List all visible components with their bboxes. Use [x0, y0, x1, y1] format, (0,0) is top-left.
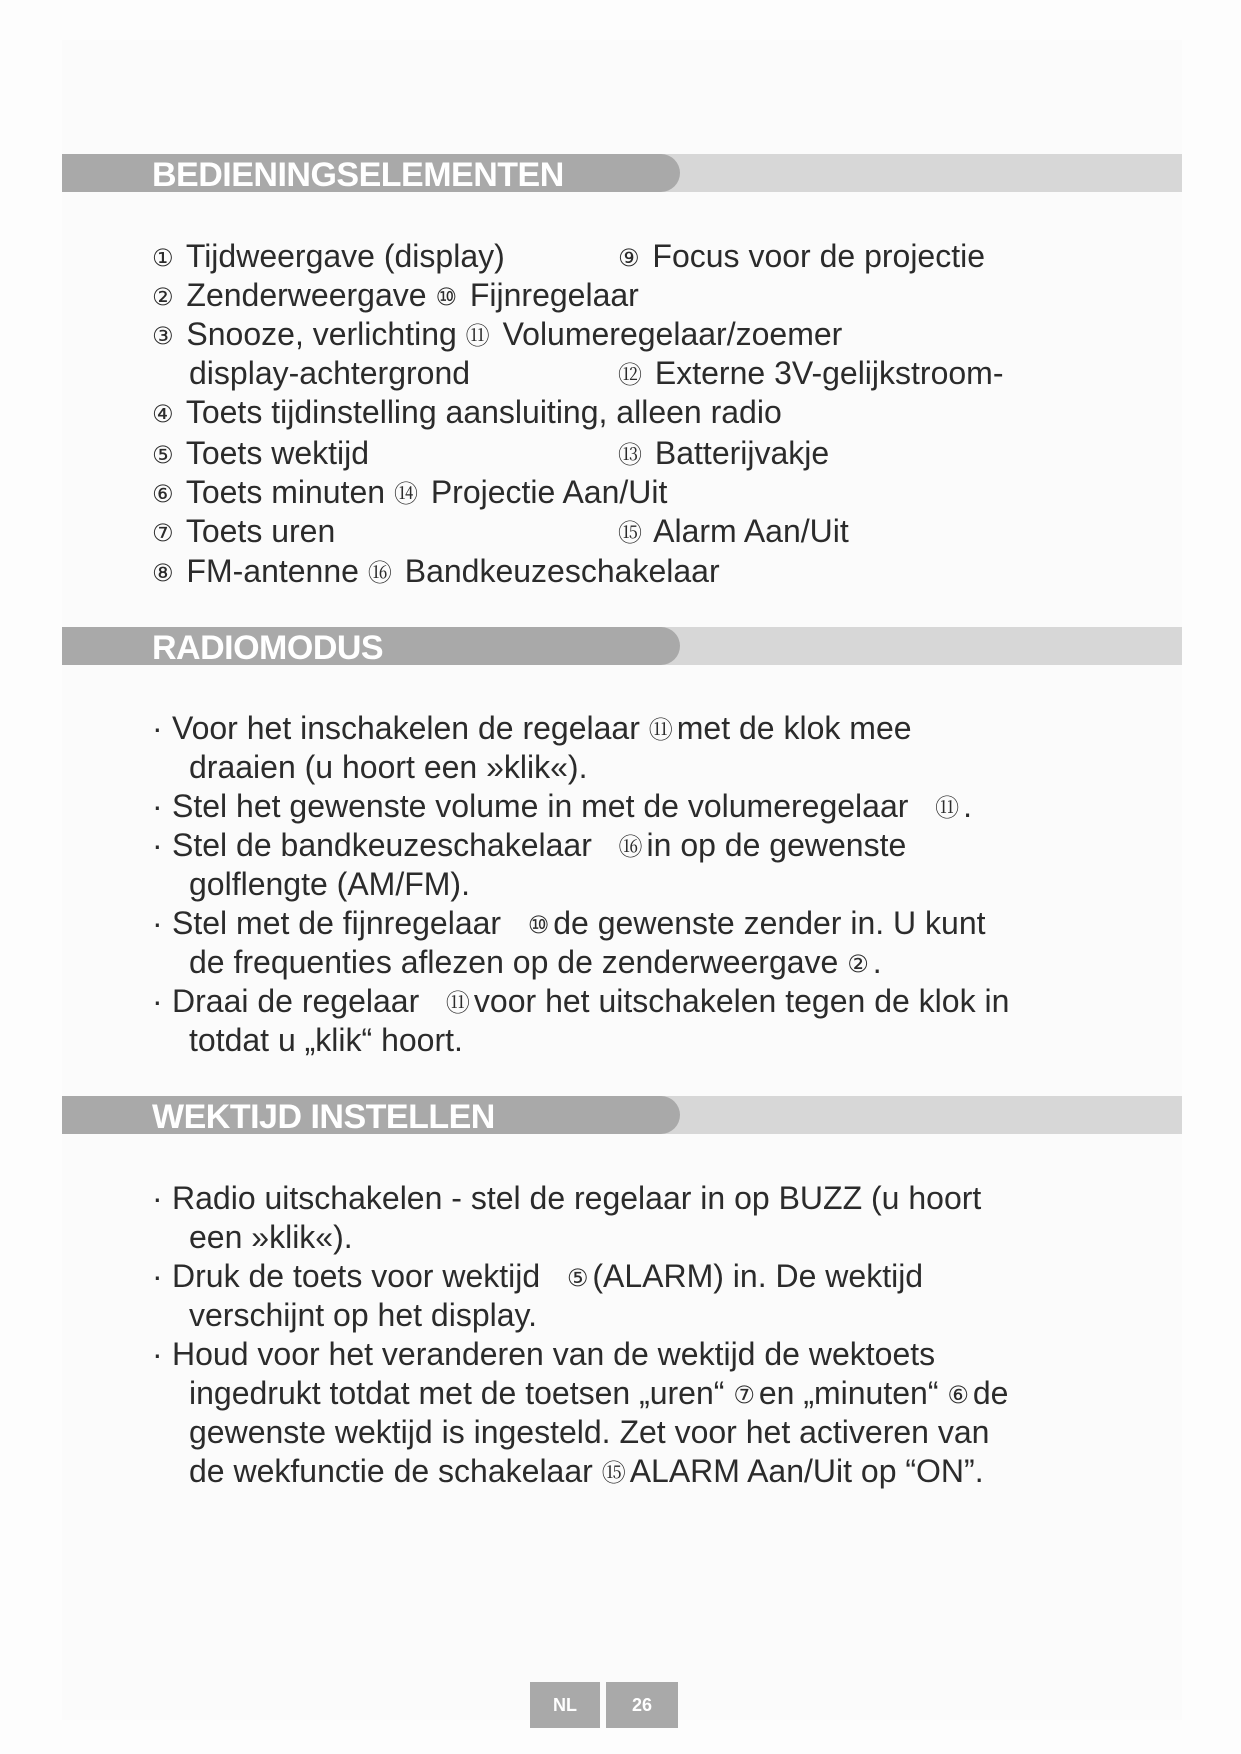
section-title-controls: BEDIENINGSELEMENTEN [152, 156, 564, 194]
control-item-5: ⑤ Toets wektijd [152, 435, 370, 471]
control-item-2: ② Zenderweergave ⑩ Fijnregelaar [152, 277, 639, 313]
control-item-3: ③ Snooze, verlichting ⑪ Volumeregelaar/zoemer [152, 316, 843, 352]
radio-step-3: · Stel de bandkeuzeschakelaar ⑯ in op de gewenste [152, 827, 907, 863]
section-title-alarm: WEKTIJD INSTELLEN [152, 1098, 495, 1136]
section-header-radio [62, 627, 1182, 665]
control-item-8: ⑧ FM-antenne ⑯ Bandkeuzeschakelaar [152, 553, 720, 589]
alarm-step-2: · Druk de toets voor wektijd ⑤ (ALARM) in. De wektijd [152, 1258, 924, 1294]
control-item-7: ⑦ Toets uren [152, 513, 336, 549]
section-title-radio: RADIOMODUS [152, 629, 384, 667]
radio-step-1: · Voor het inschakelen de regelaar ⑪ met de klok mee [152, 710, 912, 746]
control-item-9: ⑨ Focus voor de projectie [618, 238, 986, 274]
footer-language: NL [530, 1682, 600, 1728]
alarm-step-3-line-4: de wekfunctie de schakelaar ⑮ ALARM Aan/Uit op “ON”. [189, 1453, 984, 1489]
radio-step-1-continued: draaien (u hoort een »klik«). [189, 749, 588, 785]
radio-step-5-continued: totdat u „klik“ hoort. [189, 1022, 463, 1058]
section-header-alarm [62, 1096, 1182, 1134]
alarm-step-3-line-3: gewenste wektijd is ingesteld. Zet voor het activeren van [189, 1414, 990, 1450]
alarm-step-2-continued: verschijnt op het display. [189, 1297, 538, 1333]
control-item-15: ⑮ Alarm Aan/Uit [618, 513, 849, 549]
radio-step-4-continued: de frequenties aflezen op de zenderweergave ② . [189, 944, 882, 980]
control-item-4: ④ Toets tijdinstelling aansluiting, alleen radio [152, 394, 782, 430]
radio-step-2: · Stel het gewenste volume in met de volumeregelaar ⑪ . [152, 788, 972, 824]
alarm-step-3-line-2: ingedrukt totdat met de toetsen „uren“ ⑦ en „minuten“ ⑥ de [189, 1375, 1009, 1411]
alarm-step-1: · Radio uitschakelen - stel de regelaar in op BUZZ (u hoort [152, 1180, 982, 1216]
footer-page-number: 26 [606, 1682, 678, 1728]
control-item-6: ⑥ Toets minuten ⑭ Projectie Aan/Uit [152, 474, 668, 510]
control-item-1: ① Tijdweergave (display) [152, 238, 505, 274]
control-item-13: ⑬ Batterijvakje [618, 435, 830, 471]
section-header-controls [62, 154, 1182, 192]
control-item-12: ⑫ Externe 3V-gelijkstroom- [618, 355, 1004, 391]
radio-step-4: · Stel met de fijnregelaar ⑩ de gewenste zender in. U kunt [152, 905, 986, 941]
radio-step-3-continued: golflengte (AM/FM). [189, 866, 470, 902]
alarm-step-3: · Houd voor het veranderen van de wektijd de wektoets [152, 1336, 936, 1372]
control-item-3-continued: display-achtergrond [189, 355, 471, 391]
radio-step-5: · Draai de regelaar ⑪ voor het uitschakelen tegen de klok in [152, 983, 1010, 1019]
alarm-step-1-continued: een »klik«). [189, 1219, 353, 1255]
